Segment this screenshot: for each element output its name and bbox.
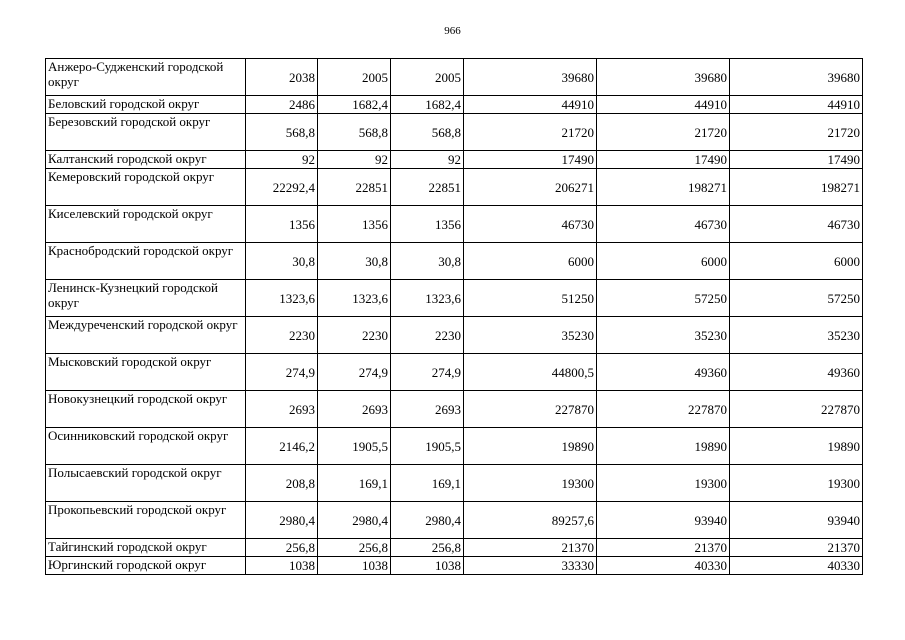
value-cell: 19890 xyxy=(730,428,863,465)
value-cell: 44800,5 xyxy=(464,354,597,391)
value-cell: 22292,4 xyxy=(246,169,318,206)
value-cell: 2486 xyxy=(246,96,318,114)
table-row xyxy=(46,151,863,169)
value-cell: 30,8 xyxy=(246,243,318,280)
value-cell: 2230 xyxy=(318,317,391,354)
table-row xyxy=(46,59,863,96)
value-cell: 17490 xyxy=(464,151,597,169)
value-cell: 208,8 xyxy=(246,465,318,502)
value-cell: 1905,5 xyxy=(318,428,391,465)
district-name: Калтанский городской округ xyxy=(46,151,246,169)
value-cell: 46730 xyxy=(597,206,730,243)
table-row xyxy=(46,465,863,502)
budget-table xyxy=(45,58,863,575)
value-cell: 89257,6 xyxy=(464,502,597,539)
value-cell: 49360 xyxy=(730,354,863,391)
value-cell: 21720 xyxy=(597,114,730,151)
value-cell: 169,1 xyxy=(391,465,464,502)
table-row xyxy=(46,280,863,317)
value-cell: 568,8 xyxy=(246,114,318,151)
value-cell: 206271 xyxy=(464,169,597,206)
value-cell: 19300 xyxy=(597,465,730,502)
value-cell: 2980,4 xyxy=(318,502,391,539)
district-name: Ленинск-Кузнецкий городской округ xyxy=(46,280,246,317)
value-cell: 44910 xyxy=(597,96,730,114)
value-cell: 1038 xyxy=(391,557,464,575)
value-cell: 22851 xyxy=(318,169,391,206)
district-name: Кемеровский городской округ xyxy=(46,169,246,206)
value-cell: 1038 xyxy=(318,557,391,575)
table-row xyxy=(46,391,863,428)
value-cell: 40330 xyxy=(597,557,730,575)
table-row xyxy=(46,96,863,114)
value-cell: 256,8 xyxy=(391,539,464,557)
value-cell: 39680 xyxy=(464,59,597,96)
value-cell: 169,1 xyxy=(318,465,391,502)
value-cell: 21720 xyxy=(730,114,863,151)
value-cell: 198271 xyxy=(597,169,730,206)
value-cell: 2230 xyxy=(391,317,464,354)
value-cell: 19890 xyxy=(597,428,730,465)
value-cell: 2980,4 xyxy=(391,502,464,539)
value-cell: 92 xyxy=(318,151,391,169)
value-cell: 227870 xyxy=(597,391,730,428)
value-cell: 21370 xyxy=(464,539,597,557)
value-cell: 274,9 xyxy=(391,354,464,391)
value-cell: 1905,5 xyxy=(391,428,464,465)
district-name: Беловский городской округ xyxy=(46,96,246,114)
district-name: Анжеро-Судженский городской округ xyxy=(46,59,246,96)
district-name: Березовский городской округ xyxy=(46,114,246,151)
value-cell: 198271 xyxy=(730,169,863,206)
value-cell: 33330 xyxy=(464,557,597,575)
value-cell: 227870 xyxy=(730,391,863,428)
value-cell: 1038 xyxy=(246,557,318,575)
value-cell: 93940 xyxy=(730,502,863,539)
value-cell: 44910 xyxy=(464,96,597,114)
value-cell: 2980,4 xyxy=(246,502,318,539)
value-cell: 6000 xyxy=(730,243,863,280)
value-cell: 92 xyxy=(391,151,464,169)
value-cell: 46730 xyxy=(730,206,863,243)
table-row xyxy=(46,428,863,465)
value-cell: 21370 xyxy=(730,539,863,557)
value-cell: 1356 xyxy=(391,206,464,243)
value-cell: 19300 xyxy=(730,465,863,502)
value-cell: 57250 xyxy=(730,280,863,317)
value-cell: 568,8 xyxy=(391,114,464,151)
district-name: Осинниковский городской округ xyxy=(46,428,246,465)
value-cell: 2693 xyxy=(391,391,464,428)
value-cell: 2005 xyxy=(318,59,391,96)
district-name: Мысковский городской округ xyxy=(46,354,246,391)
value-cell: 19890 xyxy=(464,428,597,465)
value-cell: 35230 xyxy=(464,317,597,354)
value-cell: 93940 xyxy=(597,502,730,539)
value-cell: 44910 xyxy=(730,96,863,114)
table-row xyxy=(46,169,863,206)
value-cell: 39680 xyxy=(730,59,863,96)
value-cell: 46730 xyxy=(464,206,597,243)
value-cell: 21720 xyxy=(464,114,597,151)
value-cell: 2693 xyxy=(318,391,391,428)
value-cell: 568,8 xyxy=(318,114,391,151)
district-name: Прокопьевский городской округ xyxy=(46,502,246,539)
table-row xyxy=(46,539,863,557)
value-cell: 1323,6 xyxy=(246,280,318,317)
value-cell: 30,8 xyxy=(318,243,391,280)
value-cell: 40330 xyxy=(730,557,863,575)
value-cell: 1323,6 xyxy=(318,280,391,317)
value-cell: 19300 xyxy=(464,465,597,502)
table-row xyxy=(46,317,863,354)
value-cell: 1356 xyxy=(246,206,318,243)
value-cell: 21370 xyxy=(597,539,730,557)
value-cell: 2693 xyxy=(246,391,318,428)
table-row xyxy=(46,114,863,151)
value-cell: 49360 xyxy=(597,354,730,391)
value-cell: 30,8 xyxy=(391,243,464,280)
value-cell: 2038 xyxy=(246,59,318,96)
value-cell: 6000 xyxy=(464,243,597,280)
value-cell: 35230 xyxy=(597,317,730,354)
value-cell: 2005 xyxy=(391,59,464,96)
value-cell: 1682,4 xyxy=(391,96,464,114)
value-cell: 39680 xyxy=(597,59,730,96)
value-cell: 22851 xyxy=(391,169,464,206)
table-row xyxy=(46,502,863,539)
district-name: Краснобродский городской округ xyxy=(46,243,246,280)
value-cell: 227870 xyxy=(464,391,597,428)
district-name: Новокузнецкий городской округ xyxy=(46,391,246,428)
value-cell: 274,9 xyxy=(318,354,391,391)
value-cell: 17490 xyxy=(597,151,730,169)
page-number: 966 xyxy=(444,25,461,37)
value-cell: 92 xyxy=(246,151,318,169)
district-name: Юргинский городской округ xyxy=(46,557,246,575)
district-name: Междуреченский городской округ xyxy=(46,317,246,354)
district-name: Полысаевский городской округ xyxy=(46,465,246,502)
value-cell: 57250 xyxy=(597,280,730,317)
value-cell: 6000 xyxy=(597,243,730,280)
value-cell: 1682,4 xyxy=(318,96,391,114)
district-name: Киселевский городской округ xyxy=(46,206,246,243)
value-cell: 51250 xyxy=(464,280,597,317)
value-cell: 256,8 xyxy=(246,539,318,557)
table-row xyxy=(46,557,863,575)
value-cell: 274,9 xyxy=(246,354,318,391)
value-cell: 1356 xyxy=(318,206,391,243)
value-cell: 2146,2 xyxy=(246,428,318,465)
value-cell: 2230 xyxy=(246,317,318,354)
value-cell: 17490 xyxy=(730,151,863,169)
table-row xyxy=(46,243,863,280)
value-cell: 1323,6 xyxy=(391,280,464,317)
value-cell: 256,8 xyxy=(318,539,391,557)
district-name: Тайгинский городской округ xyxy=(46,539,246,557)
value-cell: 35230 xyxy=(730,317,863,354)
table-row xyxy=(46,206,863,243)
table-row xyxy=(46,354,863,391)
